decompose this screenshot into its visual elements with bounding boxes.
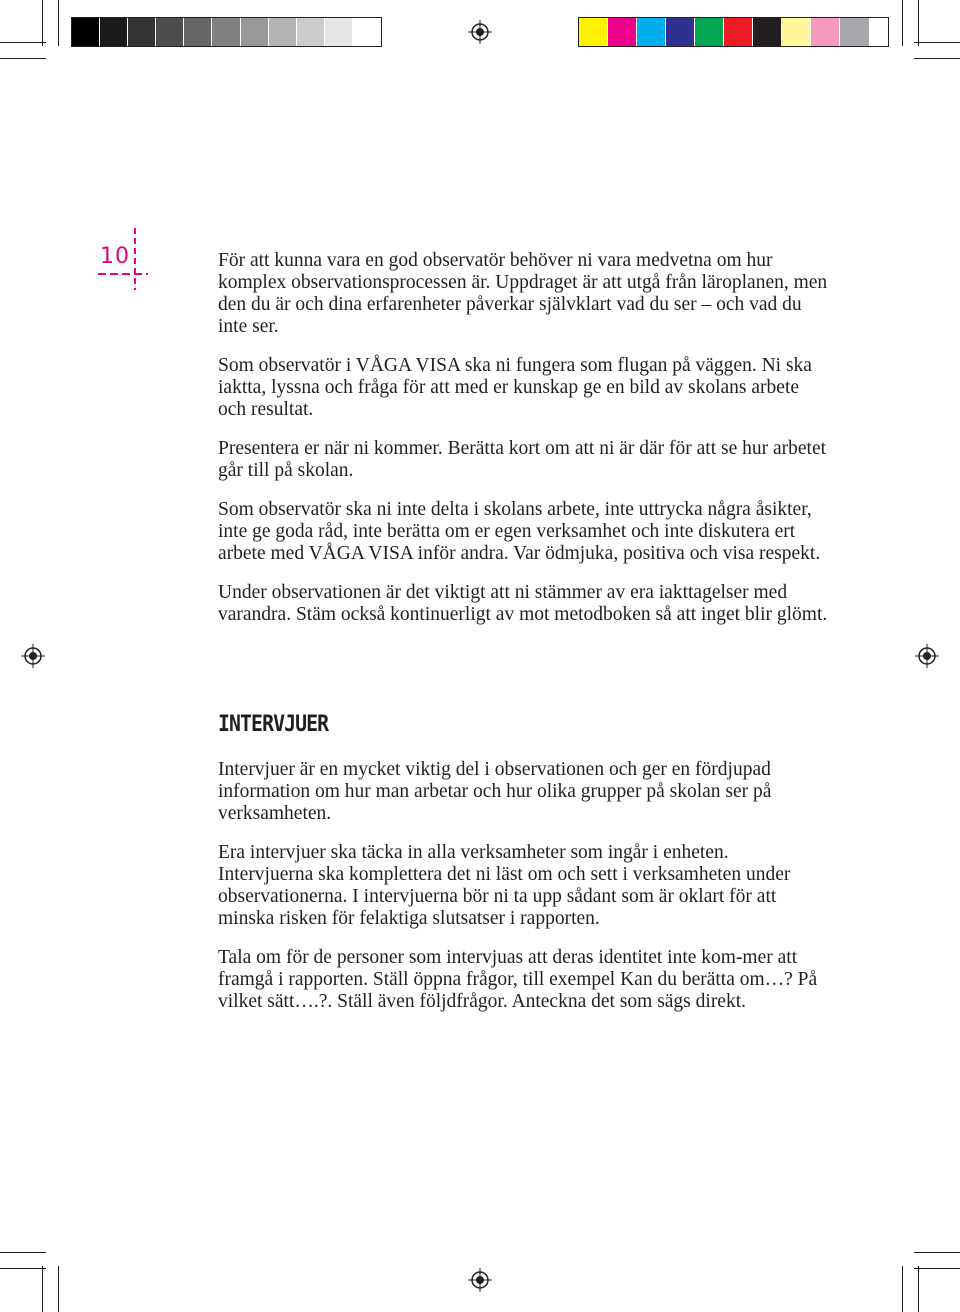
crop-mark: [914, 1252, 960, 1253]
crop-mark: [902, 0, 903, 46]
crop-mark: [58, 0, 59, 46]
color-swatch: [637, 18, 666, 46]
registration-mark-icon: [468, 1268, 492, 1292]
color-swatch: [212, 18, 240, 46]
page-number: 10: [100, 244, 130, 269]
color-swatch: [695, 18, 724, 46]
paragraph: Tala om för de personer som intervjuas att deras identitet inte kom-mer att framgå i rapporten. Ställ öppna frågor, till exempel Kan du berätta om…? På vilket sätt….?. Ställ även följdfrågor. Anteckna det som sägs direkt.: [218, 947, 818, 1012]
paragraph: Presentera er när ni kommer. Berätta kort om att ni är där för att se hur arbetet går till på skolan.: [218, 438, 827, 481]
crop-mark: [914, 58, 960, 59]
color-swatch: [753, 18, 782, 46]
color-swatch: [297, 18, 325, 46]
crop-mark: [914, 42, 960, 43]
section-heading: INTERVJUER: [218, 712, 329, 737]
paragraph: Intervjuer är en mycket viktig del i observationen och ger en fördjupad information om hur man arbetar och hur olika grupper på skolan ser på verksamheten.: [218, 759, 772, 824]
page-guide-horizontal: [98, 273, 148, 275]
color-swatch: [100, 18, 128, 46]
crop-mark: [58, 1266, 59, 1312]
crop-mark: [914, 1268, 960, 1269]
color-swatch: [72, 18, 100, 46]
crop-mark: [0, 58, 46, 59]
paragraph: Som observatör i VÅGA VISA ska ni fungera som flugan på väggen. Ni ska iaktta, lyssna och fråga för att med er kunskap ge en bild av skolans arbete och resultat.: [218, 355, 812, 420]
color-swatch: [353, 18, 381, 46]
color-swatch: [666, 18, 695, 46]
crop-mark: [918, 0, 919, 46]
crop-mark: [42, 0, 43, 46]
paragraph: Som observatör ska ni inte delta i skolans arbete, inte uttrycka några åsikter, inte ge goda råd, inte berätta om er egen verksamhet och inte diskutera ert arbete med VÅGA VISA inför andra. Var ödmjuka, positiva och visa respekt.: [218, 499, 821, 564]
color-swatch: [156, 18, 184, 46]
color-swatch: [325, 18, 353, 46]
color-swatch: [840, 18, 869, 46]
color-swatch: [724, 18, 753, 46]
grayscale-color-bar: [71, 17, 382, 47]
color-swatch: [269, 18, 297, 46]
color-swatch: [608, 18, 637, 46]
color-swatch: [579, 18, 608, 46]
color-swatch: [241, 18, 269, 46]
color-swatch: [811, 18, 840, 46]
color-swatch: [782, 18, 811, 46]
paragraph: För att kunna vara en god observatör behöver ni vara medvetna om hur komplex observationsprocessen är. Uppdraget är att utgå från läroplanen, men den du är och dina erfarenheter påverkar självklart vad du ser – och vad du inte ser.: [218, 250, 828, 337]
registration-mark-icon: [468, 20, 492, 44]
registration-mark-icon: [21, 644, 45, 668]
crop-mark: [0, 1268, 46, 1269]
page-guide-vertical: [134, 228, 136, 290]
color-swatch: [184, 18, 212, 46]
body-section-interviews: [218, 714, 828, 736]
crop-mark: [902, 1266, 903, 1312]
process-color-bar: [578, 17, 889, 47]
paragraph: Era intervjuer ska täcka in alla verksamheter som ingår i enheten. Intervjuerna ska komplettera det ni läst om och sett i verksamheten under observationerna. I intervjuerna bör ni ta upp sådant som är oklart för att minska risken för felaktiga slutsatser i rapporten.: [218, 842, 791, 929]
body-section-observation: [218, 250, 828, 643]
body-section-interviews-text: [218, 759, 828, 1030]
registration-mark-icon: [915, 644, 939, 668]
color-swatch: [128, 18, 156, 46]
crop-mark: [0, 1252, 46, 1253]
crop-mark: [0, 42, 46, 43]
crop-mark: [42, 1266, 43, 1312]
crop-mark: [918, 1266, 919, 1312]
paragraph: Under observationen är det viktigt att ni stämmer av era iakttagelser med varandra. Stäm också kontinuerligt av mot metodboken så att inget blir glömt.: [218, 582, 828, 625]
